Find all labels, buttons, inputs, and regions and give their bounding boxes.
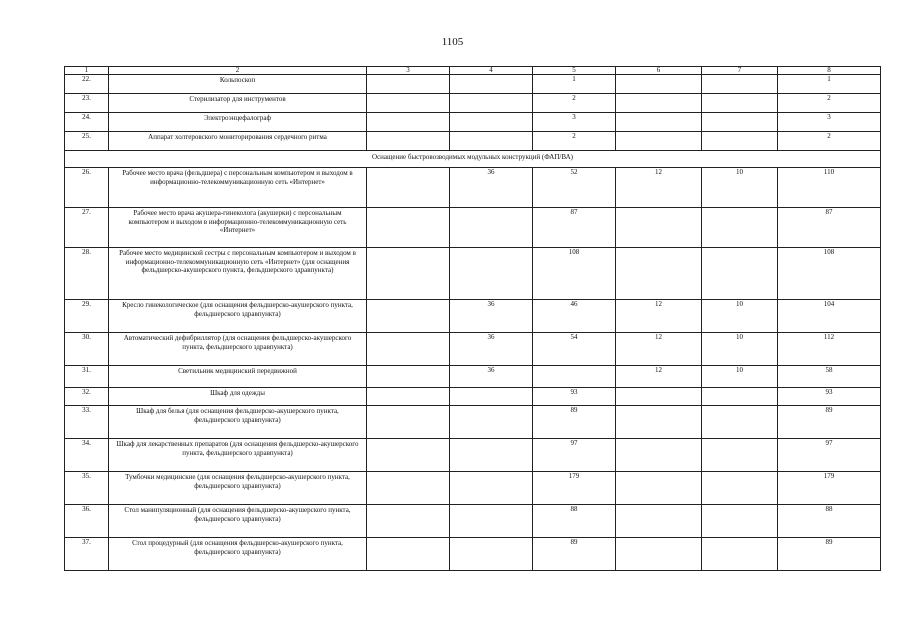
item-name: Стерилизатор для инструментов xyxy=(109,94,367,113)
row-number: 37. xyxy=(65,538,109,571)
quantity-cell-col-5 xyxy=(533,366,616,388)
quantity-cell-col-5: 88 xyxy=(533,505,616,538)
quantity-cell-col-8: 3 xyxy=(778,113,881,132)
quantity-cell-col-6 xyxy=(616,208,702,248)
item-name: Аппарат холтеровского мониторирования сердечного ритма xyxy=(109,132,367,151)
quantity-cell-col-6: 12 xyxy=(616,333,702,366)
quantity-cell-col-7: 10 xyxy=(702,300,778,333)
item-name: Светильник медицинский передвижной xyxy=(109,366,367,388)
column-number-cell: 6 xyxy=(616,67,702,75)
page-number: 1105 xyxy=(441,36,464,48)
quantity-cell-col-4 xyxy=(450,388,533,406)
quantity-cell-col-7 xyxy=(702,388,778,406)
quantity-cell-col-6: 12 xyxy=(616,168,702,208)
quantity-cell-col-7 xyxy=(702,505,778,538)
table-row xyxy=(65,94,881,113)
quantity-cell-col-5: 52 xyxy=(533,168,616,208)
item-name: Шкаф для белья (для оснащения фельдшерско-акушерского пункта, фельдшерского здравпункта) xyxy=(109,406,367,439)
quantity-cell-col-4: 36 xyxy=(450,300,533,333)
column-number-cell: 4 xyxy=(450,67,533,75)
quantity-cell-col-3 xyxy=(367,208,450,248)
quantity-cell-col-5: 87 xyxy=(533,208,616,248)
quantity-cell-col-4 xyxy=(450,248,533,300)
quantity-cell-col-5: 2 xyxy=(533,132,616,151)
quantity-cell-col-5: 108 xyxy=(533,248,616,300)
item-name: Рабочее место врача акушера-гинеколога (акушерки) с персональным компьютером и выходом в информационно-телекоммуникационную сеть «Интернет» xyxy=(109,208,367,248)
quantity-cell-col-3 xyxy=(367,388,450,406)
item-name: Электроэнцефалограф xyxy=(109,113,367,132)
quantity-cell-col-7 xyxy=(702,248,778,300)
quantity-cell-col-6 xyxy=(616,538,702,571)
quantity-cell-col-5: 3 xyxy=(533,113,616,132)
quantity-cell-col-4 xyxy=(450,439,533,472)
quantity-cell-col-3 xyxy=(367,248,450,300)
quantity-cell-col-8: 2 xyxy=(778,132,881,151)
quantity-cell-col-6 xyxy=(616,75,702,94)
quantity-cell-col-3 xyxy=(367,300,450,333)
item-name: Рабочее место врача (фельдшера) с персональным компьютером и выходом в информационно-телекоммуникационную сеть «Интернет» xyxy=(109,168,367,208)
quantity-cell-col-7: 10 xyxy=(702,333,778,366)
item-name: Кресло гинекологическое (для оснащения фельдшерско-акушерского пункта, фельдшерского здравпункта) xyxy=(109,300,367,333)
quantity-cell-col-3 xyxy=(367,406,450,439)
table-row xyxy=(65,300,881,333)
quantity-cell-col-4 xyxy=(450,538,533,571)
quantity-cell-col-7 xyxy=(702,113,778,132)
quantity-cell-col-4 xyxy=(450,94,533,113)
quantity-cell-col-6 xyxy=(616,472,702,505)
table-body xyxy=(65,67,881,571)
quantity-cell-col-3 xyxy=(367,505,450,538)
quantity-cell-col-7: 10 xyxy=(702,168,778,208)
quantity-cell-col-8: 2 xyxy=(778,94,881,113)
column-number-cell: 7 xyxy=(702,67,778,75)
quantity-cell-col-5: 89 xyxy=(533,406,616,439)
table-row xyxy=(65,248,881,300)
row-number: 34. xyxy=(65,439,109,472)
row-number: 23. xyxy=(65,94,109,113)
quantity-cell-col-6 xyxy=(616,439,702,472)
item-name: Рабочее место медицинской сестры с персональным компьютером и выходом в информационно-телекоммуникационную сеть «Интернет» (для оснащения фельдшерско-акушерского пункта, фельдшерского здравпункта) xyxy=(109,248,367,300)
quantity-cell-col-7: 10 xyxy=(702,366,778,388)
quantity-cell-col-6: 12 xyxy=(616,300,702,333)
table-row xyxy=(65,75,881,94)
quantity-cell-col-4 xyxy=(450,406,533,439)
quantity-cell-col-6 xyxy=(616,406,702,439)
quantity-cell-col-8: 97 xyxy=(778,439,881,472)
quantity-cell-col-7 xyxy=(702,406,778,439)
quantity-cell-col-4 xyxy=(450,132,533,151)
quantity-cell-col-3 xyxy=(367,132,450,151)
quantity-cell-col-7 xyxy=(702,208,778,248)
quantity-cell-col-5: 2 xyxy=(533,94,616,113)
quantity-cell-col-4 xyxy=(450,113,533,132)
quantity-cell-col-5: 97 xyxy=(533,439,616,472)
item-name: Тумбочки медицинские (для оснащения фельдшерско-акушерского пункта, фельдшерского здравпункта) xyxy=(109,472,367,505)
quantity-cell-col-8: 89 xyxy=(778,538,881,571)
row-number: 29. xyxy=(65,300,109,333)
table-row xyxy=(65,208,881,248)
quantity-cell-col-6 xyxy=(616,248,702,300)
row-number: 30. xyxy=(65,333,109,366)
quantity-cell-col-8: 104 xyxy=(778,300,881,333)
item-name: Шкаф для лекарственных препаратов (для оснащения фельдшерско-акушерского пункта, фельдшерского здравпункта) xyxy=(109,439,367,472)
quantity-cell-col-5: 46 xyxy=(533,300,616,333)
quantity-cell-col-7 xyxy=(702,472,778,505)
table-row xyxy=(65,388,881,406)
quantity-cell-col-7 xyxy=(702,94,778,113)
quantity-cell-col-6 xyxy=(616,132,702,151)
quantity-cell-col-8: 89 xyxy=(778,406,881,439)
row-number: 27. xyxy=(65,208,109,248)
quantity-cell-col-4 xyxy=(450,472,533,505)
item-name: Стол процедурный (для оснащения фельдшерско-акушерского пункта, фельдшерского здравпункта) xyxy=(109,538,367,571)
quantity-cell-col-3 xyxy=(367,94,450,113)
quantity-cell-col-7 xyxy=(702,439,778,472)
quantity-cell-col-7 xyxy=(702,132,778,151)
quantity-cell-col-4 xyxy=(450,208,533,248)
quantity-cell-col-8: 93 xyxy=(778,388,881,406)
row-number: 28. xyxy=(65,248,109,300)
row-number: 25. xyxy=(65,132,109,151)
quantity-cell-col-3 xyxy=(367,75,450,94)
row-number: 35. xyxy=(65,472,109,505)
quantity-cell-col-5: 54 xyxy=(533,333,616,366)
quantity-cell-col-6 xyxy=(616,388,702,406)
quantity-cell-col-8: 88 xyxy=(778,505,881,538)
quantity-cell-col-3 xyxy=(367,472,450,505)
column-number-cell: 3 xyxy=(367,67,450,75)
quantity-cell-col-5: 93 xyxy=(533,388,616,406)
table-row xyxy=(65,113,881,132)
column-number-cell: 2 xyxy=(109,67,367,75)
quantity-cell-col-8: 87 xyxy=(778,208,881,248)
quantity-cell-col-8: 110 xyxy=(778,168,881,208)
table-row xyxy=(65,132,881,151)
quantity-cell-col-7 xyxy=(702,538,778,571)
quantity-cell-col-6 xyxy=(616,113,702,132)
table-row xyxy=(65,538,881,571)
quantity-cell-col-5: 179 xyxy=(533,472,616,505)
row-number: 22. xyxy=(65,75,109,94)
quantity-cell-col-3 xyxy=(367,333,450,366)
quantity-cell-col-6 xyxy=(616,505,702,538)
quantity-cell-col-8: 1 xyxy=(778,75,881,94)
table-row xyxy=(65,439,881,472)
quantity-cell-col-4: 36 xyxy=(450,366,533,388)
quantity-cell-col-6: 12 xyxy=(616,366,702,388)
item-name: Автоматический дефибриллятор (для оснащения фельдшерско-акушерского пункта, фельдшерского здравпункта) xyxy=(109,333,367,366)
column-number-cell: 8 xyxy=(778,67,881,75)
quantity-cell-col-4 xyxy=(450,75,533,94)
quantity-cell-col-3 xyxy=(367,366,450,388)
quantity-cell-col-8: 108 xyxy=(778,248,881,300)
table-row xyxy=(65,406,881,439)
row-number: 33. xyxy=(65,406,109,439)
quantity-cell-col-3 xyxy=(367,168,450,208)
row-number: 32. xyxy=(65,388,109,406)
row-number: 36. xyxy=(65,505,109,538)
table-row xyxy=(65,505,881,538)
row-number: 31. xyxy=(65,366,109,388)
quantity-cell-col-3 xyxy=(367,538,450,571)
quantity-cell-col-6 xyxy=(616,94,702,113)
quantity-cell-col-3 xyxy=(367,113,450,132)
quantity-cell-col-7 xyxy=(702,75,778,94)
equipment-table xyxy=(64,66,881,571)
quantity-cell-col-3 xyxy=(367,439,450,472)
quantity-cell-col-8: 58 xyxy=(778,366,881,388)
item-name: Стол манипуляционный (для оснащения фельдшерско-акушерского пункта, фельдшерского здравпункта) xyxy=(109,505,367,538)
column-number-row xyxy=(65,67,881,75)
row-number: 26. xyxy=(65,168,109,208)
table-row xyxy=(65,333,881,366)
table-row xyxy=(65,366,881,388)
table-row xyxy=(65,472,881,505)
quantity-cell-col-5: 1 xyxy=(533,75,616,94)
table-row xyxy=(65,168,881,208)
quantity-cell-col-5: 89 xyxy=(533,538,616,571)
quantity-cell-col-4: 36 xyxy=(450,168,533,208)
quantity-cell-col-4: 36 xyxy=(450,333,533,366)
item-name: Кольпоскоп xyxy=(109,75,367,94)
section-title: Оснащение быстровозводимых модульных конструкций (ФАП/ВА) xyxy=(65,151,881,168)
item-name: Шкаф для одежды xyxy=(109,388,367,406)
section-row xyxy=(65,151,881,168)
quantity-cell-col-8: 179 xyxy=(778,472,881,505)
quantity-cell-col-4 xyxy=(450,505,533,538)
row-number: 24. xyxy=(65,113,109,132)
quantity-cell-col-8: 112 xyxy=(778,333,881,366)
column-number-cell: 5 xyxy=(533,67,616,75)
column-number-cell: 1 xyxy=(65,67,109,75)
